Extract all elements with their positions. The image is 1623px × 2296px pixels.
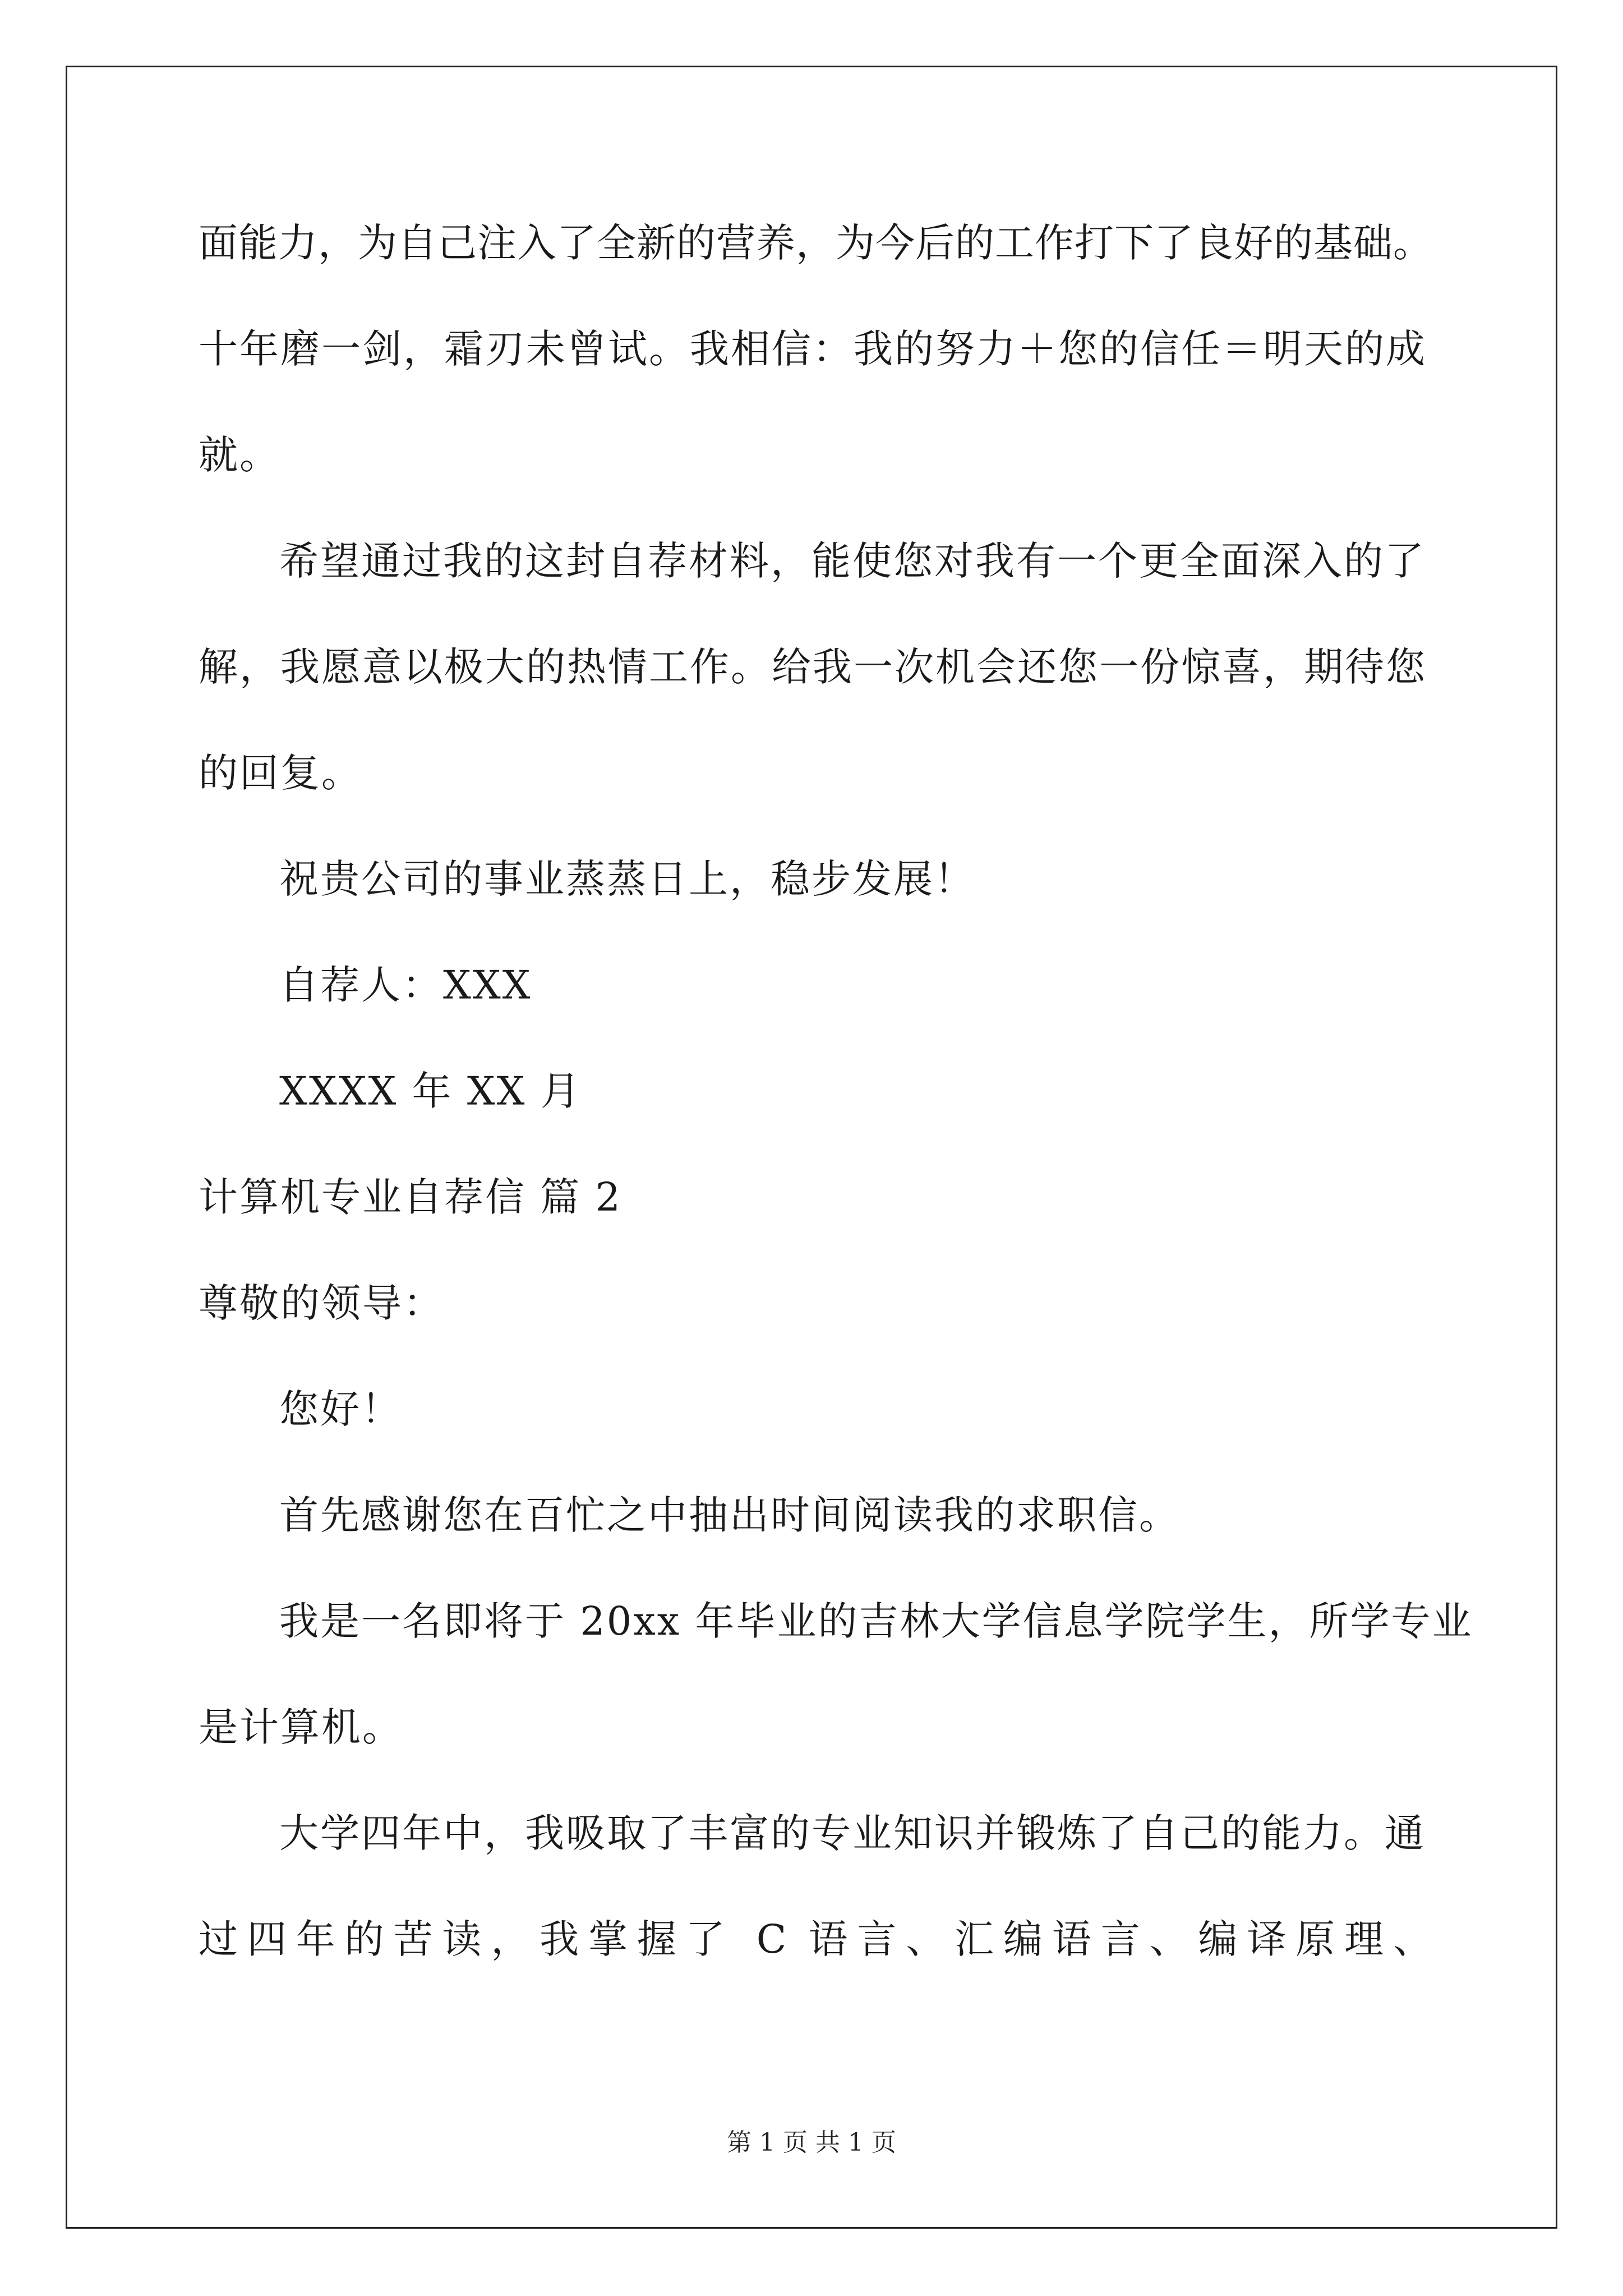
- body-line: 面能力，为自己注入了全新的营养，为今后的工作打下了良好的基础。: [199, 220, 1432, 266]
- body-line: 解，我愿意以极大的热情工作。给我一次机会还您一份惊喜，期待您: [199, 644, 1427, 690]
- greeting: 您好！: [279, 1386, 402, 1432]
- body-line: 我是一名即将于 20xx 年毕业的吉林大学信息学院学生，所学专业: [279, 1598, 1473, 1644]
- body-line: 是计算机。: [199, 1704, 403, 1750]
- page-border: [66, 66, 1557, 2229]
- signature-line: 自荐人：XXX: [279, 962, 532, 1008]
- salutation: 尊敬的领导：: [199, 1280, 444, 1326]
- date-line: XXXX 年 XX 月: [279, 1068, 582, 1114]
- page-number-footer: 第 1 页 共 1 页: [727, 2128, 896, 2157]
- body-line: 首先感谢您在百忙之中抽出时间阅读我的求职信。: [279, 1492, 1180, 1538]
- section-heading: 计算机专业自荐信 篇 2: [199, 1174, 623, 1220]
- body-line: 大学四年中，我吸取了丰富的专业知识并锻炼了自己的能力。通: [279, 1810, 1426, 1856]
- body-line: 就。: [199, 432, 280, 478]
- body-line: 过四年的苦读，我掌握了 C 语言、汇编语言、编译原理、: [199, 1916, 1432, 1962]
- body-line: 十年磨一剑，霜刃未曾试。我相信：我的努力＋您的信任＝明天的成: [199, 326, 1427, 372]
- body-line: 希望通过我的这封自荐材料，能使您对我有一个更全面深入的了: [279, 538, 1426, 584]
- closing-wish: 祝贵公司的事业蒸蒸日上，稳步发展！: [279, 856, 975, 902]
- body-line: 的回复。: [199, 750, 362, 796]
